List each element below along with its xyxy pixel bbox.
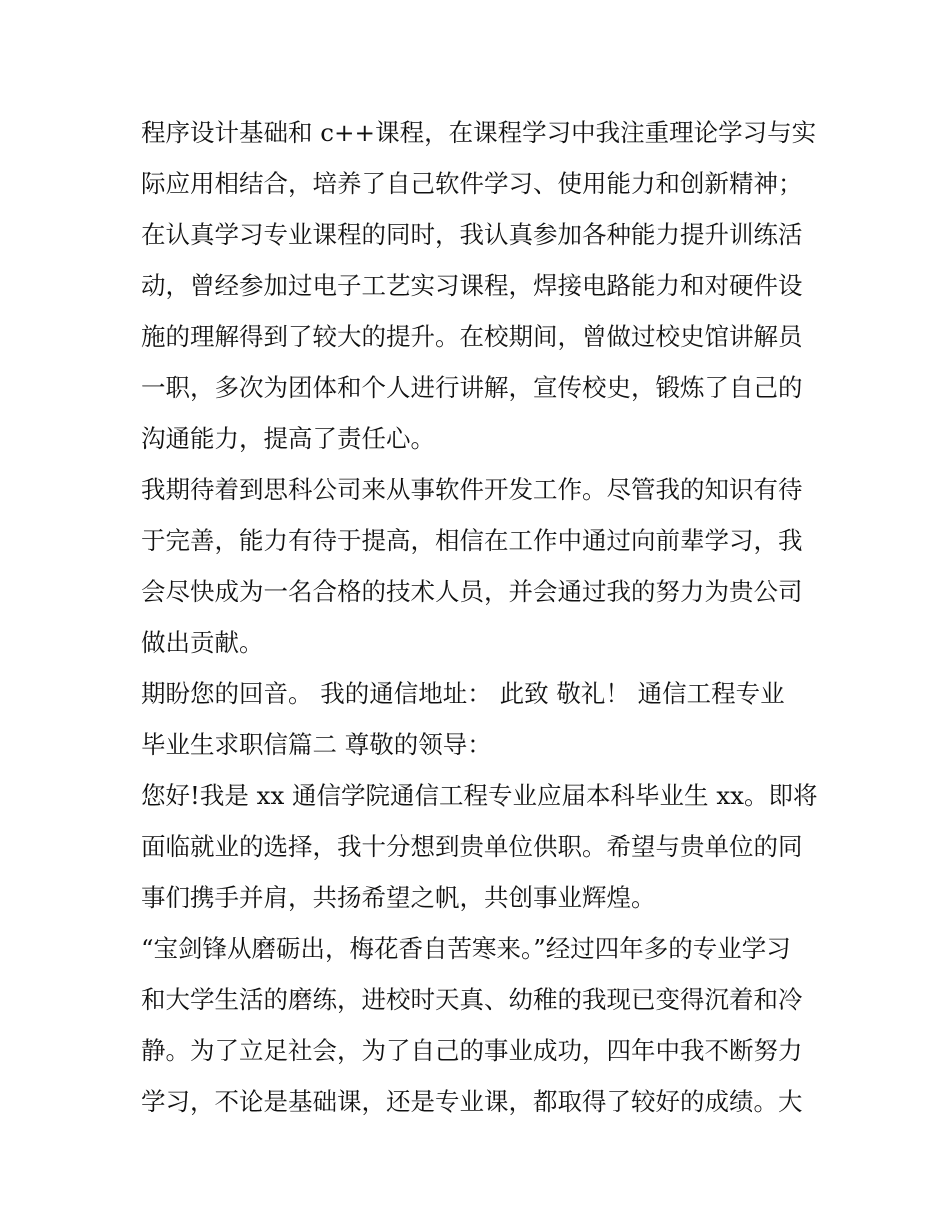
text-line-1: 程序设计基础和 c++课程，在课程学习中我注重理论学习与实 xyxy=(141,118,817,147)
text-line-17: “宝剑锋从磨砺出，梅花香自苦寒来。”经过四年多的专业学习 xyxy=(141,934,791,963)
text-line-11: 做出贡献。 xyxy=(141,628,264,657)
text-line-8: 我期待着到思科公司来从事软件开发工作。尽管我的知识有待 xyxy=(141,475,803,504)
document-body xyxy=(141,107,821,1127)
text-line-19: 静。为了立足社会，为了自己的事业成功，四年中我不断努力 xyxy=(141,1036,803,1065)
text-line-20: 学习，不论是基础课，还是专业课，都取得了较好的成绩。大 xyxy=(141,1087,803,1116)
text-line-12: 期盼您的回音。 我的通信地址： 此致 敬礼！ 通信工程专业 xyxy=(141,679,785,708)
text-line-16: 事们携手并肩，共扬希望之帆，共创事业辉煌。 xyxy=(141,883,656,912)
text-line-4: 动，曾经参加过电子工艺实习课程，焊接电路能力和对硬件设 xyxy=(141,271,803,300)
text-line-14: 您好!我是 xx 通信学院通信工程专业应届本科毕业生 xx。即将 xyxy=(141,781,818,810)
text-line-15: 面临就业的选择，我十分想到贵单位供职。希望与贵单位的同 xyxy=(141,832,803,861)
text-line-6: 一职，多次为团体和个人进行讲解，宣传校史，锻炼了自己的 xyxy=(141,373,803,402)
text-line-7: 沟通能力，提高了责任心。 xyxy=(141,424,435,453)
text-line-13: 毕业生求职信篇二 尊敬的领导： xyxy=(141,730,492,759)
text-line-5: 施的理解得到了较大的提升。在校期间，曾做过校史馆讲解员 xyxy=(141,322,803,351)
text-line-9: 于完善，能力有待于提高，相信在工作中通过向前辈学习，我 xyxy=(141,526,803,555)
text-line-10: 会尽快成为一名合格的技术人员，并会通过我的努力为贵公司 xyxy=(141,577,803,606)
text-line-2: 际应用相结合，培养了自己软件学习、使用能力和创新精神； xyxy=(141,169,803,198)
text-line-3: 在认真学习专业课程的同时，我认真参加各种能力提升训练活 xyxy=(141,220,803,249)
text-line-18: 和大学生活的磨练，进校时天真、幼稚的我现已变得沉着和冷 xyxy=(141,985,803,1014)
